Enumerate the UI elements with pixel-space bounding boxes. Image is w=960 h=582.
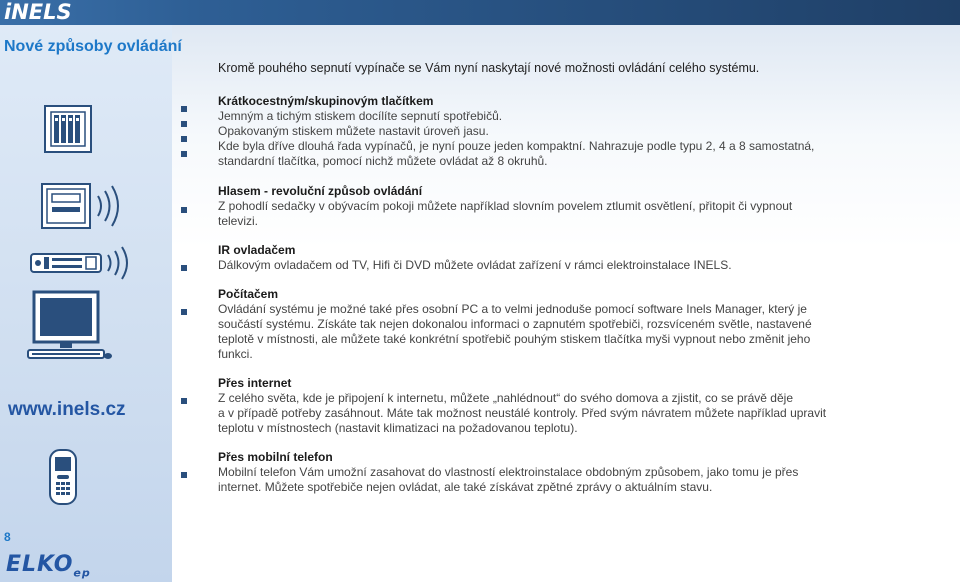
section-line: Kde byla dříve dlouhá řada vypínačů, je nyní pouze jeden kompaktní. Nahrazuje podle typu 2, 4 a 8 samostatná, [218,139,815,153]
switch-panel-icon [44,105,92,153]
intro-text: Kromě pouhého sepnutí vypínače se Vám nyní naskytají nové možnosti ovládání celého systému. [218,61,760,75]
section-line: teplotě v místnosti, ale můžete také konkrétní spotřebič pouhým stiskem tlačítka myši vypnout nebo změnit jeho [218,332,811,346]
section-line: funkci. [218,347,253,361]
section-voice [218,184,858,229]
elko-logo-suffix: ep [73,566,91,580]
section-heading: Přes mobilní telefon [218,450,333,464]
bullet [181,106,187,112]
section-line: Ovládání systému je možné také přes osobní PC a to velmi jednoduše pomocí software Inels Manager, který je [218,302,807,316]
section-line: Mobilní telefon Vám umožní zasahovat do vlastností elektroinstalace obdobným způsobem, jako tomu je přes [218,465,799,479]
bullet [181,136,187,142]
mobile-phone-icon [48,448,78,506]
ir-remote-icon [30,246,134,280]
elko-logo-text: ELKO [6,552,74,577]
section-line: Opakovaným stiskem můžete nastavit úroveň jasu. [218,124,489,138]
section-heading: Hlasem - revoluční způsob ovládání [218,184,423,198]
section-buttons [218,94,858,169]
bullet [181,151,187,157]
bullet [181,309,187,315]
header-band [0,0,960,25]
section-line: internet. Můžete spotřebiče nejen ovládat, ale také získávat zpětné zprávy o aktuálním stavu. [218,480,713,494]
page-number: 8 [4,530,11,544]
section-line: Z celého světa, kde je připojení k internetu, můžete „nahlédnout“ do svého domova a zjistit, co se právě děje [218,391,793,405]
section-internet [218,376,878,436]
section-line: a v případě potřeby zasáhnout. Máte tak možnost neustálé kontroly. Před svým návratem můžete například upravit [218,406,827,420]
bullet [181,265,187,271]
section-line: teplotu v místnostech (nastavit klimatizaci na požadovanou teplotu). [218,421,578,435]
section-line: součástí systému. Získáte tak nejen dokonalou informaci o zapnutém spotřebiči, rozsvíceném světle, nastavené [218,317,812,331]
section-line: Dálkovým ovladačem od TV, Hifi či DVD můžete ovládat zařízení v rámci elektroinstalace INELS. [218,258,732,272]
website-link[interactable]: www.inels.cz [8,399,126,420]
section-line: standardní tlačítka, pomocí nichž můžete ovládat až 8 okruhů. [218,154,548,168]
section-heading: Počítačem [218,287,279,301]
computer-monitor-icon [26,290,116,364]
section-computer [218,287,878,362]
section-line: televizi. [218,214,259,228]
section-ir [218,243,858,273]
section-heading: Přes internet [218,376,292,390]
section-line: Z pohodlí sedačky v obývacím pokoji můžete například slovním povelem ztlumit osvětlení, přitopit či vypnout [218,199,793,213]
section-mobile [218,450,878,495]
bullet [181,472,187,478]
bullet [181,207,187,213]
inels-logo: iNELS [4,0,72,24]
voice-unit-icon [40,182,126,230]
section-line: Jemným a tichým stiskem docílíte sepnutí spotřebičů. [218,109,503,123]
elko-logo [6,552,91,579]
bullet [181,121,187,127]
page-title: Nové způsoby ovládání [4,38,182,55]
section-heading: IR ovladačem [218,243,296,257]
bullet [181,398,187,404]
section-heading: Krátkocestným/skupinovým tlačítkem [218,94,434,108]
